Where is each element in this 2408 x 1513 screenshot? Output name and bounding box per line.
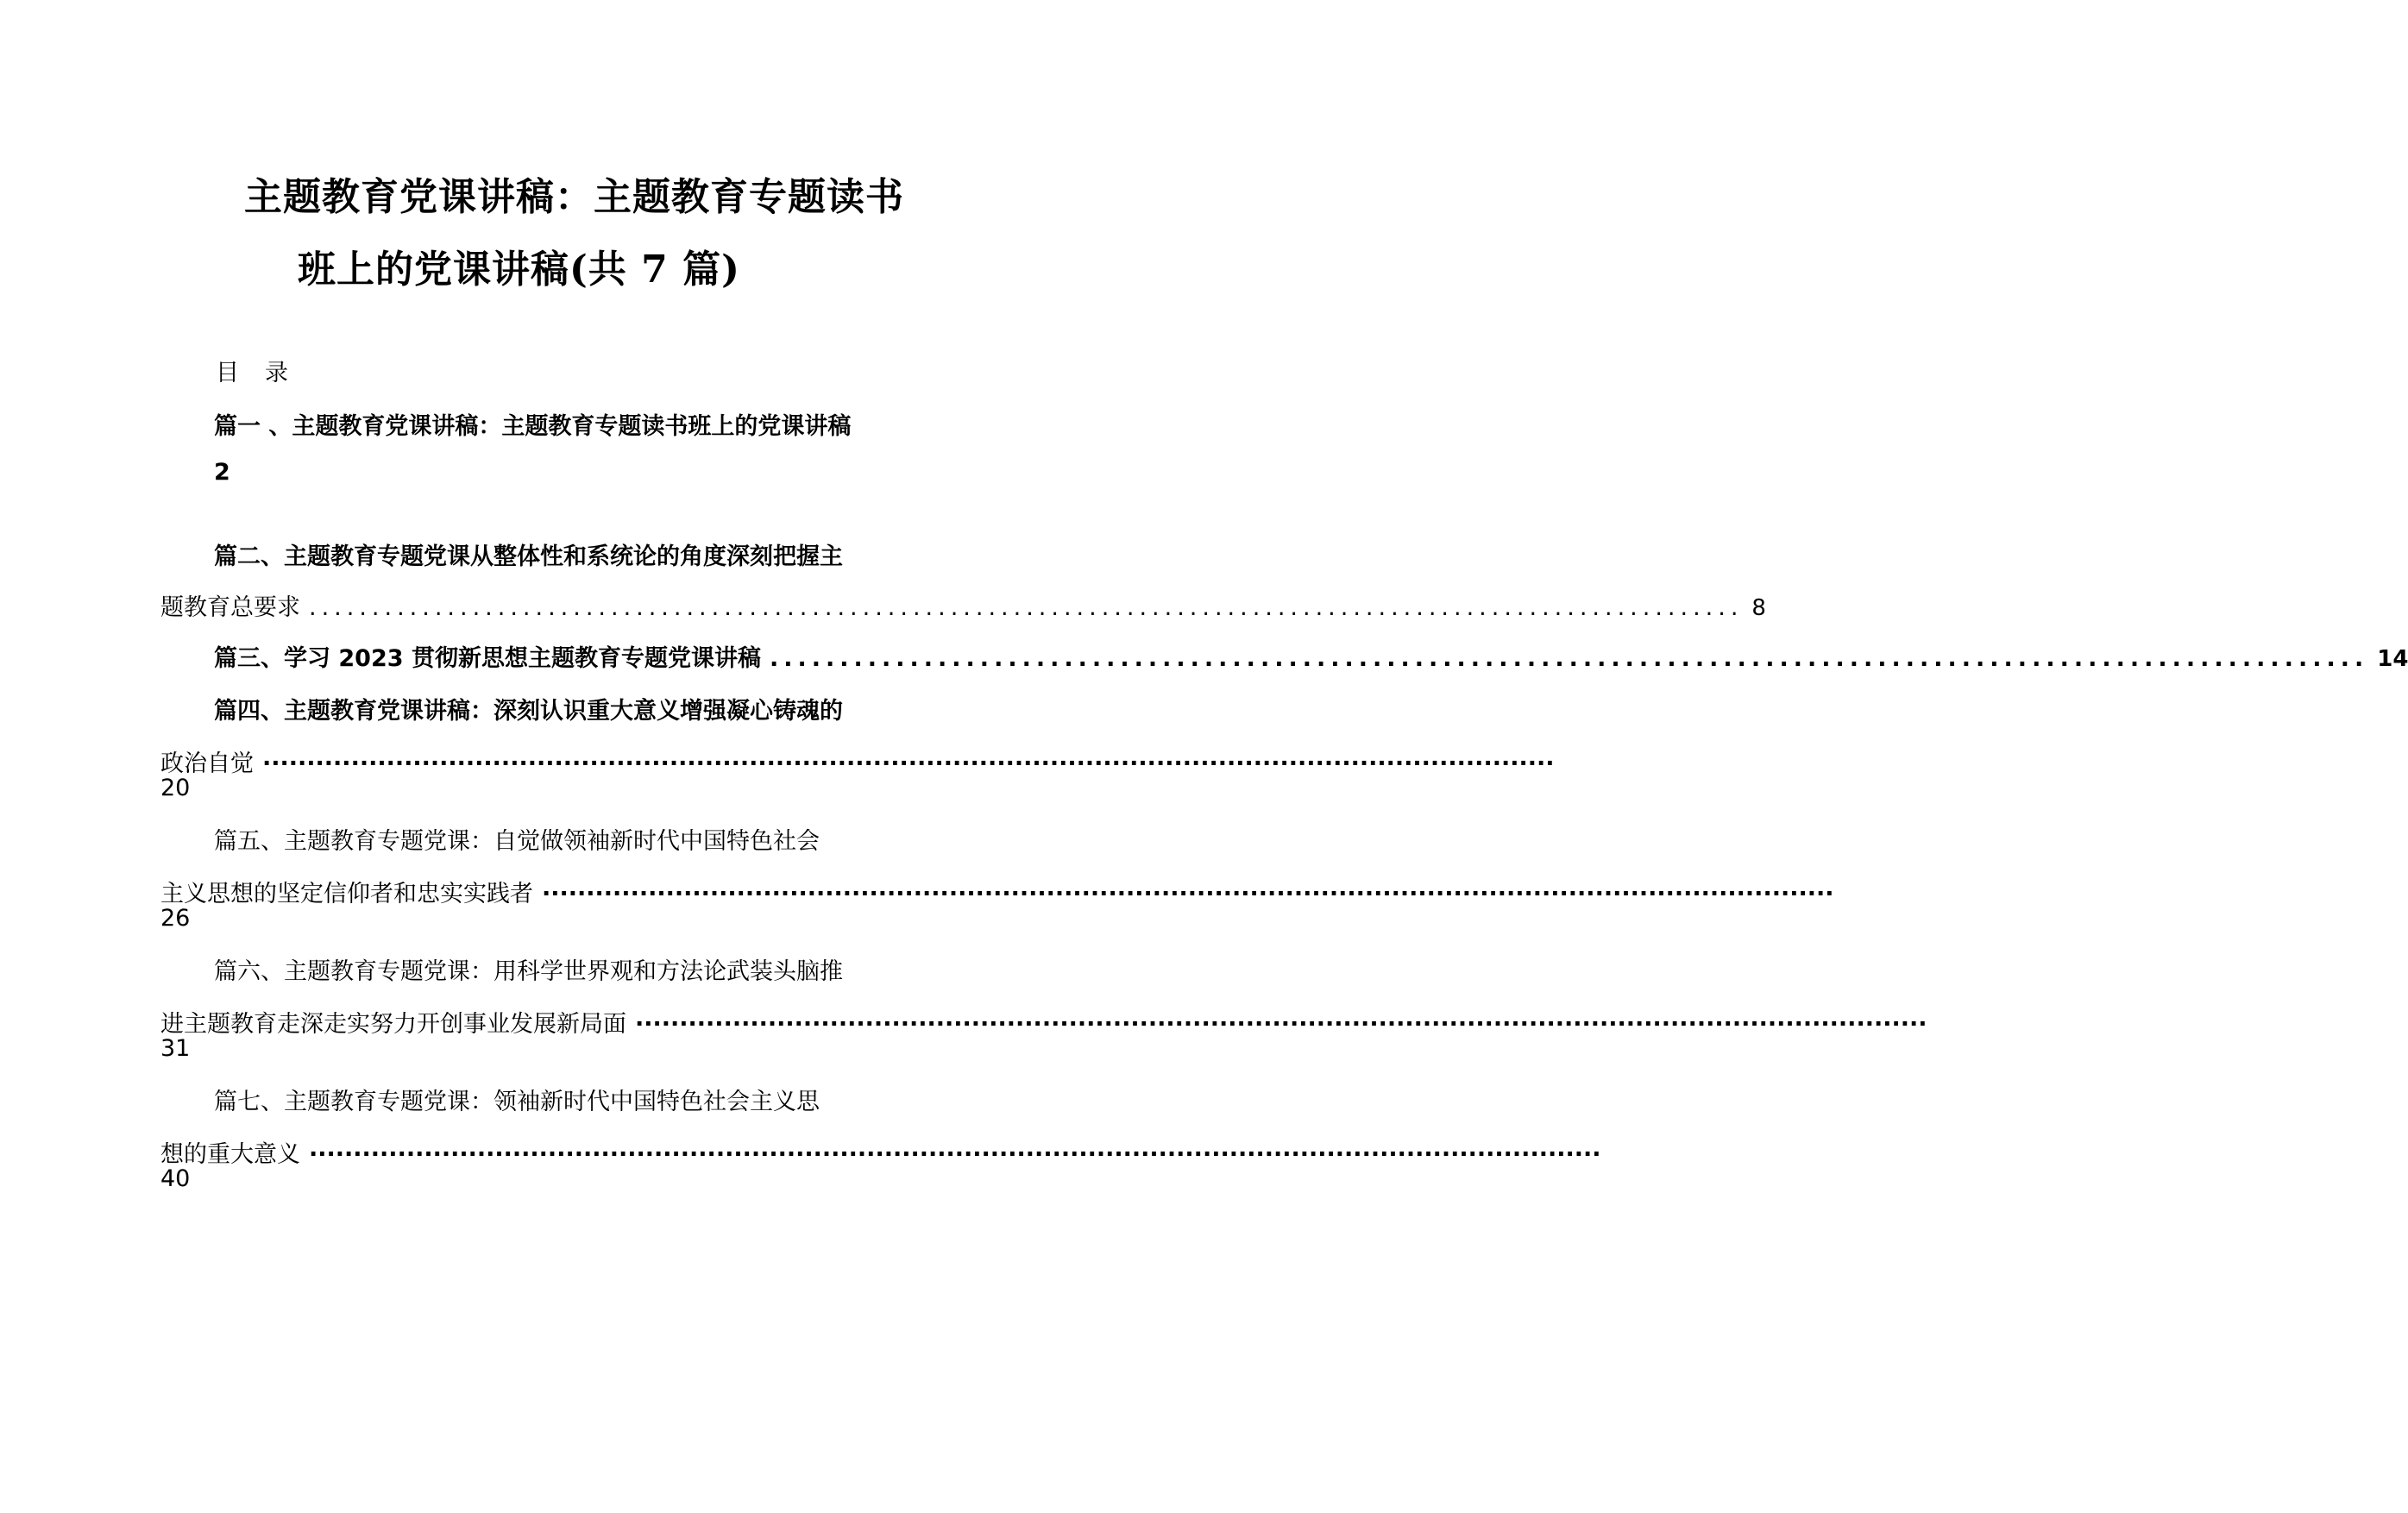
toc-heading: 目录 xyxy=(216,360,314,386)
toc-entry-2-row[interactable] xyxy=(160,588,1766,622)
toc-entry-2-title[interactable]: 篇二、主题教育专题党课从整体性和系统论的角度深刻把握主 xyxy=(214,543,843,570)
toc-entry-4-title[interactable]: 篇四、主题教育党课讲稿：深刻认识重大意义增强凝心铸魂的 xyxy=(214,698,843,725)
toc-entry-7-row[interactable] xyxy=(160,1135,1601,1169)
dot-leader: .................................................................................................................. xyxy=(309,594,1744,621)
toc-entry-3-page: 14 xyxy=(2377,646,2408,672)
toc-entry-2-title-cont: 题教育总要求 xyxy=(160,594,300,621)
toc-entry-7-page: 40 xyxy=(160,1165,191,1192)
toc-entry-6-title[interactable]: 篇六、主题教育专题党课：用科学世界观和方法论武装头脑推 xyxy=(214,958,843,985)
toc-entry-5-row[interactable] xyxy=(160,875,1834,908)
document-title-line-1: 主题教育党课讲稿：主题教育专题读书 xyxy=(244,175,904,219)
toc-entry-5-title[interactable]: 篇五、主题教育专题党课：自觉做领袖新时代中国特色社会 xyxy=(214,828,820,855)
toc-entry-4-title-cont: 政治自觉 xyxy=(160,750,254,777)
toc-entry-3-title: 篇三、学习 2023 贯彻新思想主题教育专题党课讲稿 xyxy=(214,645,761,672)
document-title-line-2: 班上的党课讲稿(共 7 篇) xyxy=(298,248,740,292)
dot-leader: ·················································································································································· xyxy=(309,1141,1601,1168)
toc-entry-5-title-cont: 主义思想的坚定信仰者和忠实实践者 xyxy=(160,881,533,907)
toc-entry-2-page: 8 xyxy=(1751,595,1766,621)
toc-entry-6-row[interactable] xyxy=(160,1005,1927,1039)
dot-leader: ·················································································································································· xyxy=(542,881,1834,907)
toc-entry-7-title[interactable]: 篇七、主题教育专题党课：领袖新时代中国特色社会主义思 xyxy=(214,1089,820,1115)
dot-leader: .................................................................................................................. xyxy=(769,645,2369,672)
toc-entry-4-row[interactable] xyxy=(160,744,1555,778)
toc-entry-5-page: 26 xyxy=(160,905,191,932)
toc-entry-7-title-cont: 想的重大意义 xyxy=(160,1141,300,1168)
toc-entry-3-row[interactable] xyxy=(214,639,2408,673)
toc-entry-4-page: 20 xyxy=(160,775,191,801)
dot-leader: ·················································································································································· xyxy=(262,750,1555,777)
toc-entry-1-page: 2 xyxy=(214,459,230,486)
toc-entry-1-title[interactable]: 篇一 、主题教育党课讲稿：主题教育专题读书班上的党课讲稿 xyxy=(214,413,852,440)
toc-entry-6-title-cont: 进主题教育走深走实努力开创事业发展新局面 xyxy=(160,1011,626,1038)
dot-leader: ·················································································································································· xyxy=(635,1011,1927,1038)
toc-entry-6-page: 31 xyxy=(160,1035,191,1062)
